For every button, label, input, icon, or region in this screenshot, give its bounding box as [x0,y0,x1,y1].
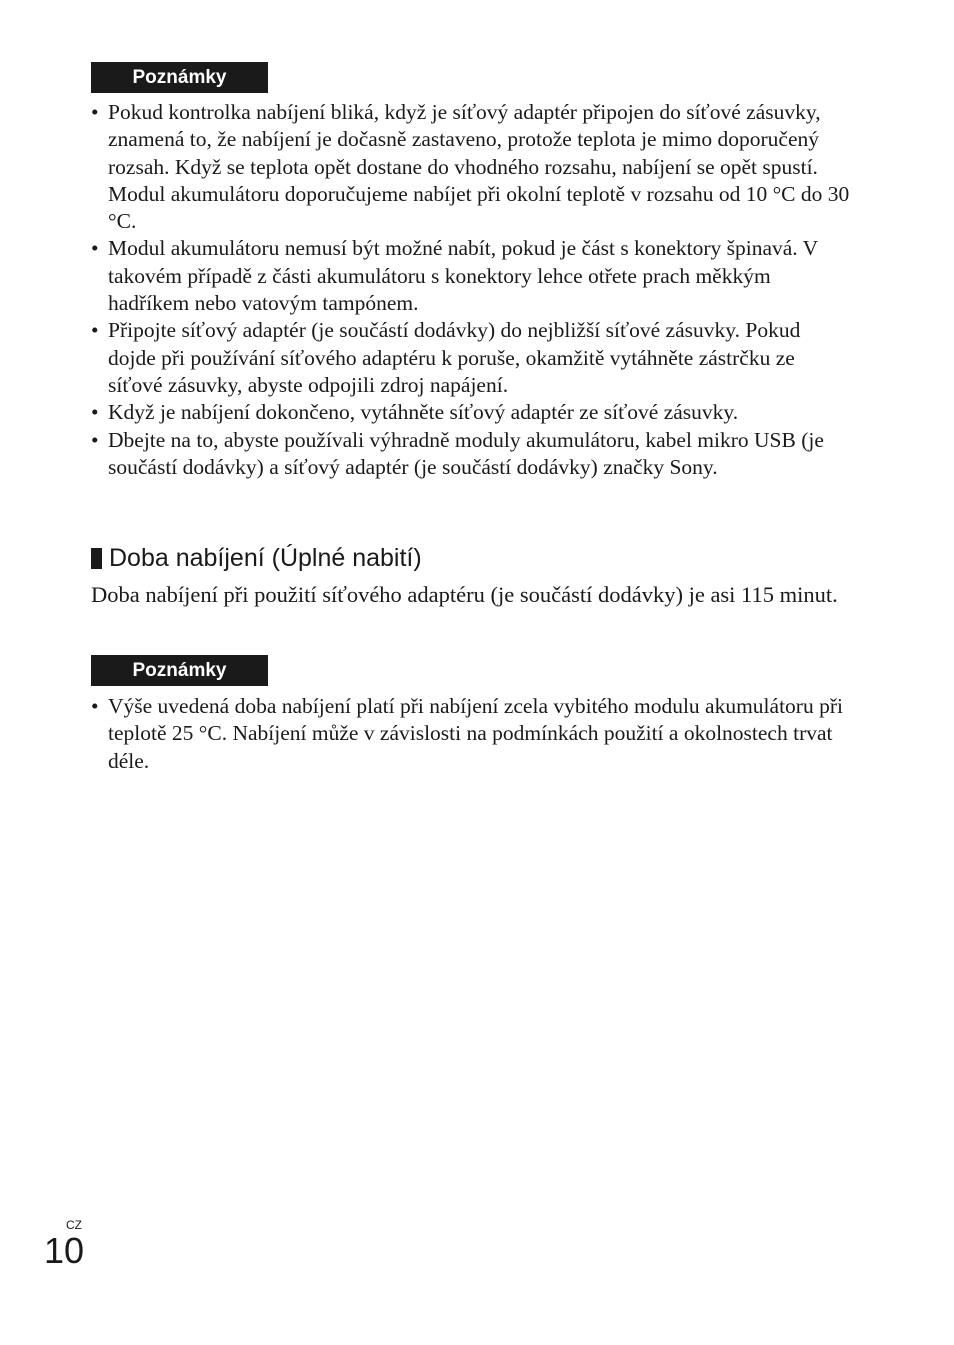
bullet-icon: • [91,318,99,343]
bullet-icon: • [91,400,99,425]
page-language-code: CZ [66,1218,82,1232]
list-item: • Když je nabíjení dokončeno, vytáhněte síťový adaptér ze síťové zásuvky. [91,399,851,426]
bullet-icon: • [91,100,99,124]
list-item: • Pokud kontrolka nabíjení bliká, když je síťový adaptér připojen do síťové zásuvky, znamená to, že nabíjení je dočasně zastaveno, protože teplota je mimo doporučený rozsah. Když se teplota opět dostane do vhodného rozsahu, nabíjení se opět spustí. Modul akumulátoru doporučujeme nabíjet při okolní teplotě v rozsahu od 10 °C do 30 °C. [91,100,850,234]
list-item: • Dbejte na to, abyste používali výhradně moduly akumulátoru, kabel mikro USB (je součástí dodávky) a síťový adaptér (je součástí dodávky) značky Sony. [91,427,824,479]
page-number: 10 [44,1230,85,1271]
bullet-icon: • [91,694,99,718]
bullet-icon: • [91,236,99,261]
list-item: • Výše uvedená doba nabíjení platí při nabíjení zcela vybitého modulu akumulátoru při teplotě 25 °C. Nabíjení může v závislosti na podmínkách použití a okolnostech trvat déle. [91,694,843,773]
list-item: • Modul akumulátoru nemusí být možné nabít, pokud je část s konektory špinavá. V takovém případě z části akumulátoru s konektory lehce otřete prach měkkým hadříkem nebo vatovým tampónem. [91,236,818,316]
list-item: • Připojte síťový adaptér (je součástí dodávky) do nejbližší síťové zásuvky. Pokud dojde při používání síťového adaptéru k poruše, okamžitě vytáhněte zástrčku ze síťové zásuvky, abyste odpojili zdroj napájení. [91,318,801,397]
notes-list-1 [91,99,851,481]
bullet-icon: • [91,427,99,452]
notes-label-1: Poznámky [91,62,268,93]
notes-list-2 [91,693,851,775]
section-paragraph: Doba nabíjení při použití síťového adaptéru (je součástí dodávky) je asi 115 minut. [91,582,838,607]
section-heading [91,541,422,575]
heading-marker-icon [91,548,102,569]
section-heading-text: Doba nabíjení (Úplné nabití) [109,543,422,572]
notes-label-2: Poznámky [91,655,268,686]
